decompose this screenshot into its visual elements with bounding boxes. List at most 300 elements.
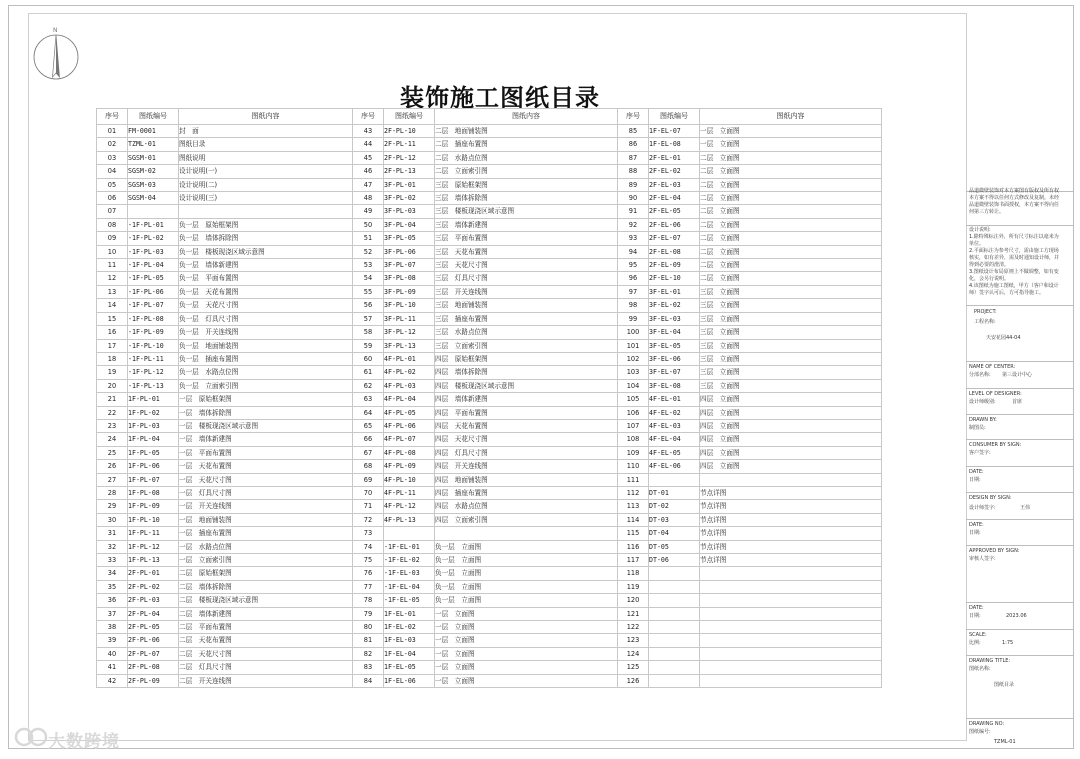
- drawing-content: 二层 立面图: [700, 245, 882, 258]
- drawing-code: 3F-PL-09: [384, 285, 435, 298]
- drawing-content: 一层 灯具尺寸图: [179, 486, 353, 499]
- drawing-code: 1F-EL-08: [649, 138, 700, 151]
- header-content: 图纸内容: [179, 109, 353, 125]
- drawing-code: 3F-PL-10: [384, 299, 435, 312]
- row-number: 102: [618, 352, 649, 365]
- table-row: [97, 326, 882, 339]
- row-number: 36: [97, 594, 128, 607]
- drawing-content: 三层 天花尺寸图: [435, 259, 618, 272]
- drawing-content: 三层 立面图: [700, 379, 882, 392]
- drawing-code: 1F-PL-12: [128, 540, 179, 553]
- date-cn: 日期:: [969, 530, 981, 536]
- table-row: [97, 339, 882, 352]
- drawing-content: 四层 天花尺寸图: [435, 433, 618, 446]
- drawing-code: 3F-PL-03: [384, 205, 435, 218]
- row-number: 92: [618, 218, 649, 231]
- row-number: 23: [97, 419, 128, 432]
- drawing-code: 1F-PL-10: [128, 513, 179, 526]
- drawing-code: -1F-PL-08: [128, 312, 179, 325]
- drawing-code: 1F-EL-05: [384, 661, 435, 674]
- drawing-code: 3F-PL-08: [384, 272, 435, 285]
- copyright-line: 本方案不得以任何方式修改及复制。未经: [969, 195, 1060, 201]
- drawing-code: -1F-EL-01: [384, 540, 435, 553]
- drawing-content: 二层 天花尺寸图: [179, 647, 353, 660]
- table-row: [97, 165, 882, 178]
- drawing-content: 四层 立面图: [700, 446, 882, 459]
- row-number: 14: [97, 299, 128, 312]
- row-number: 12: [97, 272, 128, 285]
- header-code: 图纸编号: [128, 109, 179, 125]
- drawing-code: [649, 621, 700, 634]
- drawing-code: 3F-PL-07: [384, 259, 435, 272]
- drawing-content: 一层 平面布置图: [179, 446, 353, 459]
- drawing-code: 4F-EL-01: [649, 393, 700, 406]
- drawing-code: 4F-PL-12: [384, 500, 435, 513]
- drawing-content: 三层 立面图: [700, 352, 882, 365]
- row-number: 47: [353, 178, 384, 191]
- drawing-content: 二层 立面图: [700, 151, 882, 164]
- row-number: 58: [353, 326, 384, 339]
- drawing-content: 三层 插座布置图: [435, 312, 618, 325]
- drawing-content: 负一层 地面铺装图: [179, 339, 353, 352]
- drawing-content: 三层 地面铺装图: [435, 299, 618, 312]
- drawing-content: 节点详图: [700, 540, 882, 553]
- table-row: [97, 245, 882, 258]
- drawing-content: 负一层 灯具尺寸图: [179, 312, 353, 325]
- drawing-code: 2F-EL-07: [649, 232, 700, 245]
- drawing-content: 图纸目录: [179, 138, 353, 151]
- drawing-content: 二层 灯具尺寸图: [179, 661, 353, 674]
- row-number: 61: [353, 366, 384, 379]
- design-sign-value: 王伟: [1020, 505, 1031, 511]
- drawing-code: 3F-PL-02: [384, 192, 435, 205]
- drawing-content: 一层 立面索引图: [179, 554, 353, 567]
- row-number: 01: [97, 125, 128, 138]
- drawing-content: 一层 天花尺寸图: [179, 473, 353, 486]
- row-number: 49: [353, 205, 384, 218]
- row-number: 93: [618, 232, 649, 245]
- drawing-code: -1F-EL-03: [384, 567, 435, 580]
- drawing-code: 4F-PL-11: [384, 486, 435, 499]
- drawing-code: [128, 205, 179, 218]
- table-row: [97, 232, 882, 245]
- row-number: 100: [618, 326, 649, 339]
- drawing-content: [700, 580, 882, 593]
- drawing-content: 二层 立面图: [700, 165, 882, 178]
- drawing-code: -1F-PL-12: [128, 366, 179, 379]
- drawing-content: 四层 立面图: [700, 406, 882, 419]
- row-number: 06: [97, 192, 128, 205]
- drawing-content: 图纸说明: [179, 151, 353, 164]
- drawing-code: -1F-EL-04: [384, 580, 435, 593]
- drawing-code: 3F-PL-01: [384, 178, 435, 191]
- drawing-code: 4F-PL-01: [384, 352, 435, 365]
- drawing-content: [700, 647, 882, 660]
- drawing-content: 四层 墙体拆除图: [435, 366, 618, 379]
- row-number: 59: [353, 339, 384, 352]
- drawing-content: 一层 墙体拆除图: [179, 406, 353, 419]
- row-number: 67: [353, 446, 384, 459]
- drawing-code: 3F-PL-13: [384, 339, 435, 352]
- drawing-content: 三层 灯具尺寸图: [435, 272, 618, 285]
- note-line: 2.平面标注为参考尺寸，需由施工方现场: [969, 248, 1059, 254]
- drawing-content: 一层 立面图: [435, 661, 618, 674]
- drawing-content: 三层 天花布置图: [435, 245, 618, 258]
- table-row: [97, 594, 882, 607]
- row-number: 56: [353, 299, 384, 312]
- drawing-code: [649, 634, 700, 647]
- drawn-label: DRAWN BY:: [969, 417, 997, 423]
- table-row: [97, 647, 882, 660]
- row-number: 66: [353, 433, 384, 446]
- drawing-code: 2F-PL-06: [128, 634, 179, 647]
- row-number: 53: [353, 259, 384, 272]
- drawing-content: 三层 立面图: [700, 366, 882, 379]
- drawing-content: 三层 平面布置图: [435, 232, 618, 245]
- drawing-content: 负一层 插座布置图: [179, 352, 353, 365]
- project-name: 天安花园44-04: [986, 335, 1021, 341]
- drawing-title-cn: 图纸名称:: [969, 666, 991, 672]
- drawing-code: 2F-PL-12: [384, 151, 435, 164]
- table-row: [97, 205, 882, 218]
- table-row: [97, 567, 882, 580]
- drawing-content: 设计说明(二): [179, 178, 353, 191]
- drawing-content: 一层 原始框架图: [179, 393, 353, 406]
- drawing-code: 2F-EL-03: [649, 178, 700, 191]
- row-number: 18: [97, 352, 128, 365]
- drawing-content: 一层 楼板现浇区域示意图: [179, 419, 353, 432]
- consumer-cn: 客户签字:: [969, 450, 991, 456]
- table-row: [97, 661, 882, 674]
- row-number: 99: [618, 312, 649, 325]
- row-number: 82: [353, 647, 384, 660]
- drawing-content: 三层 立面图: [700, 326, 882, 339]
- table-row: [97, 178, 882, 191]
- row-number: 105: [618, 393, 649, 406]
- drawing-content: 四层 平面布置图: [435, 406, 618, 419]
- drawing-content: 封 面: [179, 125, 353, 138]
- drawing-code: -1F-PL-07: [128, 299, 179, 312]
- row-number: 122: [618, 621, 649, 634]
- copyright-line: 品道微壁装饰书面授权，本方案不得向任: [969, 202, 1060, 208]
- row-number: 87: [618, 151, 649, 164]
- drawing-title-label: DRAWING TITLE:: [969, 658, 1011, 664]
- drawing-code: [649, 607, 700, 620]
- drawing-content: [700, 594, 882, 607]
- drawing-code: 4F-PL-07: [384, 433, 435, 446]
- drawing-content: [435, 527, 618, 540]
- note-line: 师）签字认可后，方可指导施工。: [969, 290, 1045, 296]
- drawing-code: -1F-EL-02: [384, 554, 435, 567]
- row-number: 111: [618, 473, 649, 486]
- drawing-content: 二层 楼板现浇区域示意图: [179, 594, 353, 607]
- drawing-code: DT-02: [649, 500, 700, 513]
- drawing-content: 一层 立面图: [700, 138, 882, 151]
- row-number: 35: [97, 580, 128, 593]
- center-value: 第三设计中心: [1002, 372, 1033, 378]
- drawing-content: [700, 473, 882, 486]
- table-row: [97, 513, 882, 526]
- drawing-content: 节点详图: [700, 554, 882, 567]
- copyright-line: 品道微壁装饰对本方案图有版权及所有权: [969, 188, 1060, 194]
- row-number: 20: [97, 379, 128, 392]
- drawing-code: -1F-PL-11: [128, 352, 179, 365]
- table-row: [97, 554, 882, 567]
- table-row: [97, 138, 882, 151]
- drawing-code: 1F-PL-02: [128, 406, 179, 419]
- drawing-content: 设计说明(一): [179, 165, 353, 178]
- drawing-code: 2F-PL-01: [128, 567, 179, 580]
- drawing-no-label: DRAWING NO:: [969, 721, 1005, 727]
- drawing-content: 四层 地面铺装图: [435, 473, 618, 486]
- drawing-content: 二层 立面图: [700, 272, 882, 285]
- drawing-code: 2F-EL-08: [649, 245, 700, 258]
- drawing-code: 4F-PL-03: [384, 379, 435, 392]
- drawing-content: 负一层 天花布置图: [179, 285, 353, 298]
- row-number: 09: [97, 232, 128, 245]
- row-number: 124: [618, 647, 649, 660]
- row-number: 25: [97, 446, 128, 459]
- row-number: 91: [618, 205, 649, 218]
- drawing-content: 四层 墙体新建图: [435, 393, 618, 406]
- drawing-code: 1F-EL-01: [384, 607, 435, 620]
- drawing-code: 1F-PL-05: [128, 446, 179, 459]
- drawing-code: 2F-EL-01: [649, 151, 700, 164]
- drawing-code: [649, 580, 700, 593]
- watermark-text: 大数跨境: [48, 732, 120, 752]
- drawing-code: 1F-PL-09: [128, 500, 179, 513]
- drawing-content: 一层 地面铺装图: [179, 513, 353, 526]
- row-number: 68: [353, 460, 384, 473]
- drawing-content: 四层 原始框架图: [435, 352, 618, 365]
- row-number: 110: [618, 460, 649, 473]
- header-code: 图纸编号: [384, 109, 435, 125]
- drawing-code: 2F-EL-09: [649, 259, 700, 272]
- drawing-code: DT-05: [649, 540, 700, 553]
- project-label: PROJECT:: [974, 309, 997, 315]
- approved-cn: 审核人签字:: [969, 556, 996, 562]
- note-line: 1.除特殊标注外，所有尺寸标注以毫米为: [969, 234, 1059, 240]
- drawing-code: 3F-PL-06: [384, 245, 435, 258]
- drawing-content: 负一层 天花尺寸图: [179, 299, 353, 312]
- drawing-code: 4F-PL-05: [384, 406, 435, 419]
- row-number: 43: [353, 125, 384, 138]
- drawing-code: [649, 674, 700, 687]
- scale-value: 1:75: [1002, 640, 1014, 646]
- drawing-code: [649, 594, 700, 607]
- drawing-code: 4F-PL-04: [384, 393, 435, 406]
- drawing-code: 3F-EL-08: [649, 379, 700, 392]
- table-row: [97, 419, 882, 432]
- row-number: 03: [97, 151, 128, 164]
- drawing-code: DT-03: [649, 513, 700, 526]
- drawing-content: 三层 立面索引图: [435, 339, 618, 352]
- approved-label: APPROVED BY SIGN:: [969, 548, 1020, 554]
- row-number: 40: [97, 647, 128, 660]
- row-number: 72: [353, 513, 384, 526]
- row-number: 22: [97, 406, 128, 419]
- row-number: 117: [618, 554, 649, 567]
- row-number: 27: [97, 473, 128, 486]
- drawing-code: 1F-EL-03: [384, 634, 435, 647]
- drawing-content: [700, 674, 882, 687]
- drawing-code: 4F-PL-08: [384, 446, 435, 459]
- drawing-content: 二层 地面铺装图: [435, 125, 618, 138]
- row-number: 50: [353, 218, 384, 231]
- row-number: 83: [353, 661, 384, 674]
- drawing-content: 二层 平面布置图: [179, 621, 353, 634]
- drawing-code: -1F-PL-09: [128, 326, 179, 339]
- drawing-content: [700, 607, 882, 620]
- drawing-content: 一层 水路点位图: [179, 540, 353, 553]
- row-number: 45: [353, 151, 384, 164]
- drawing-content: 二层 天花布置图: [179, 634, 353, 647]
- drawing-code: 1F-PL-03: [128, 419, 179, 432]
- drawing-content: 二层 立面图: [700, 259, 882, 272]
- note-line: 单位。: [969, 241, 985, 247]
- center-cn: 分部名称:: [969, 372, 991, 378]
- row-number: 103: [618, 366, 649, 379]
- drawing-content: 四层 立面图: [700, 419, 882, 432]
- row-number: 08: [97, 218, 128, 231]
- drawing-code: DT-06: [649, 554, 700, 567]
- table-row: [97, 486, 882, 499]
- row-number: 79: [353, 607, 384, 620]
- drawing-content: 一层 立面图: [435, 634, 618, 647]
- drawing-content: 二层 开关连线图: [179, 674, 353, 687]
- drawing-code: 3F-EL-04: [649, 326, 700, 339]
- drawing-content: 负一层 墙体新建图: [179, 259, 353, 272]
- drawing-content: 一层 立面图: [435, 607, 618, 620]
- drawing-code: 4F-PL-06: [384, 419, 435, 432]
- table-row: [97, 446, 882, 459]
- row-number: 60: [353, 352, 384, 365]
- drawing-content: [700, 634, 882, 647]
- drawing-content: 三层 原始框架图: [435, 178, 618, 191]
- consumer-label: CONSUMER BY SIGN:: [969, 442, 1022, 448]
- row-number: 04: [97, 165, 128, 178]
- note-line: 3.图纸设计布局原则上不做调整，如有变: [969, 269, 1059, 275]
- table-row: [97, 674, 882, 687]
- drawing-content: 四层 插座布置图: [435, 486, 618, 499]
- table-row: [97, 352, 882, 365]
- drawing-content: 三层 墙体新建图: [435, 218, 618, 231]
- drawing-catalog-table: [96, 108, 882, 688]
- designer-level-value: 首席: [1012, 399, 1023, 405]
- drawing-content: 三层 水路点位图: [435, 326, 618, 339]
- scale-label: SCALE:: [969, 632, 987, 638]
- drawing-code: 4F-EL-06: [649, 460, 700, 473]
- row-number: 05: [97, 178, 128, 191]
- row-number: 89: [618, 178, 649, 191]
- drawing-content: 二层 插座布置图: [435, 138, 618, 151]
- table-row: [97, 218, 882, 231]
- row-number: 57: [353, 312, 384, 325]
- table-row: [97, 272, 882, 285]
- table-row: [97, 151, 882, 164]
- drawing-code: 1F-PL-01: [128, 393, 179, 406]
- drawing-code: 4F-EL-05: [649, 446, 700, 459]
- row-number: 44: [353, 138, 384, 151]
- drawing-code: -1F-PL-04: [128, 259, 179, 272]
- row-number: 55: [353, 285, 384, 298]
- row-number: 37: [97, 607, 128, 620]
- drawing-code: 4F-EL-03: [649, 419, 700, 432]
- row-number: 38: [97, 621, 128, 634]
- row-number: 39: [97, 634, 128, 647]
- row-number: 74: [353, 540, 384, 553]
- drawing-content: 负一层 楼板现浇区域示意图: [179, 245, 353, 258]
- row-number: 64: [353, 406, 384, 419]
- drawing-content: 四层 灯具尺寸图: [435, 446, 618, 459]
- drawing-content: 四层 天花布置图: [435, 419, 618, 432]
- drawing-code: SGSM-03: [128, 178, 179, 191]
- drawing-code: 2F-PL-13: [384, 165, 435, 178]
- drawing-code: 3F-EL-06: [649, 352, 700, 365]
- drawing-code: -1F-PL-03: [128, 245, 179, 258]
- drawing-content: [179, 205, 353, 218]
- table-row: [97, 299, 882, 312]
- drawing-content: 四层 立面图: [700, 460, 882, 473]
- row-number: 95: [618, 259, 649, 272]
- row-number: 46: [353, 165, 384, 178]
- drawing-code: SGSM-02: [128, 165, 179, 178]
- table-row: [97, 192, 882, 205]
- row-number: 112: [618, 486, 649, 499]
- header-no: 序号: [618, 109, 649, 125]
- drawing-code: 4F-PL-10: [384, 473, 435, 486]
- center-label: NAME OF CENTER:: [969, 364, 1016, 370]
- drawing-code: -1F-PL-06: [128, 285, 179, 298]
- table-row: [97, 366, 882, 379]
- row-number: 81: [353, 634, 384, 647]
- row-number: 34: [97, 567, 128, 580]
- drawing-code: 2F-PL-03: [128, 594, 179, 607]
- table-row: [97, 621, 882, 634]
- drawing-code: 1F-PL-07: [128, 473, 179, 486]
- drawing-code: 2F-EL-04: [649, 192, 700, 205]
- drawing-content: 二层 立面图: [700, 218, 882, 231]
- row-number: 33: [97, 554, 128, 567]
- table-row: [97, 406, 882, 419]
- drawing-code: 2F-PL-02: [128, 580, 179, 593]
- row-number: 19: [97, 366, 128, 379]
- drawing-code: FM-0001: [128, 125, 179, 138]
- row-number: 113: [618, 500, 649, 513]
- drawing-no-cn: 图纸编号:: [969, 729, 991, 735]
- row-number: 90: [618, 192, 649, 205]
- drawing-content: 二层 原始框架图: [179, 567, 353, 580]
- row-number: 104: [618, 379, 649, 392]
- drawing-code: 2F-EL-10: [649, 272, 700, 285]
- design-sign-cn: 设计师签字:: [969, 505, 996, 511]
- row-number: 17: [97, 339, 128, 352]
- drawing-content: 四层 立面索引图: [435, 513, 618, 526]
- drawing-code: DT-01: [649, 486, 700, 499]
- drawing-content: 三层 立面图: [700, 299, 882, 312]
- row-number: 109: [618, 446, 649, 459]
- row-number: 42: [97, 674, 128, 687]
- drawing-code: -1F-PL-05: [128, 272, 179, 285]
- row-number: 118: [618, 567, 649, 580]
- drawing-content: 一层 立面图: [435, 647, 618, 660]
- drawing-content: 节点详图: [700, 486, 882, 499]
- drawing-code: [649, 473, 700, 486]
- drawing-content: 一层 插座布置图: [179, 527, 353, 540]
- drawing-content: 三层 开关连线图: [435, 285, 618, 298]
- drawing-content: 二层 墙体拆除图: [179, 580, 353, 593]
- drawing-content: 负一层 水路点位图: [179, 366, 353, 379]
